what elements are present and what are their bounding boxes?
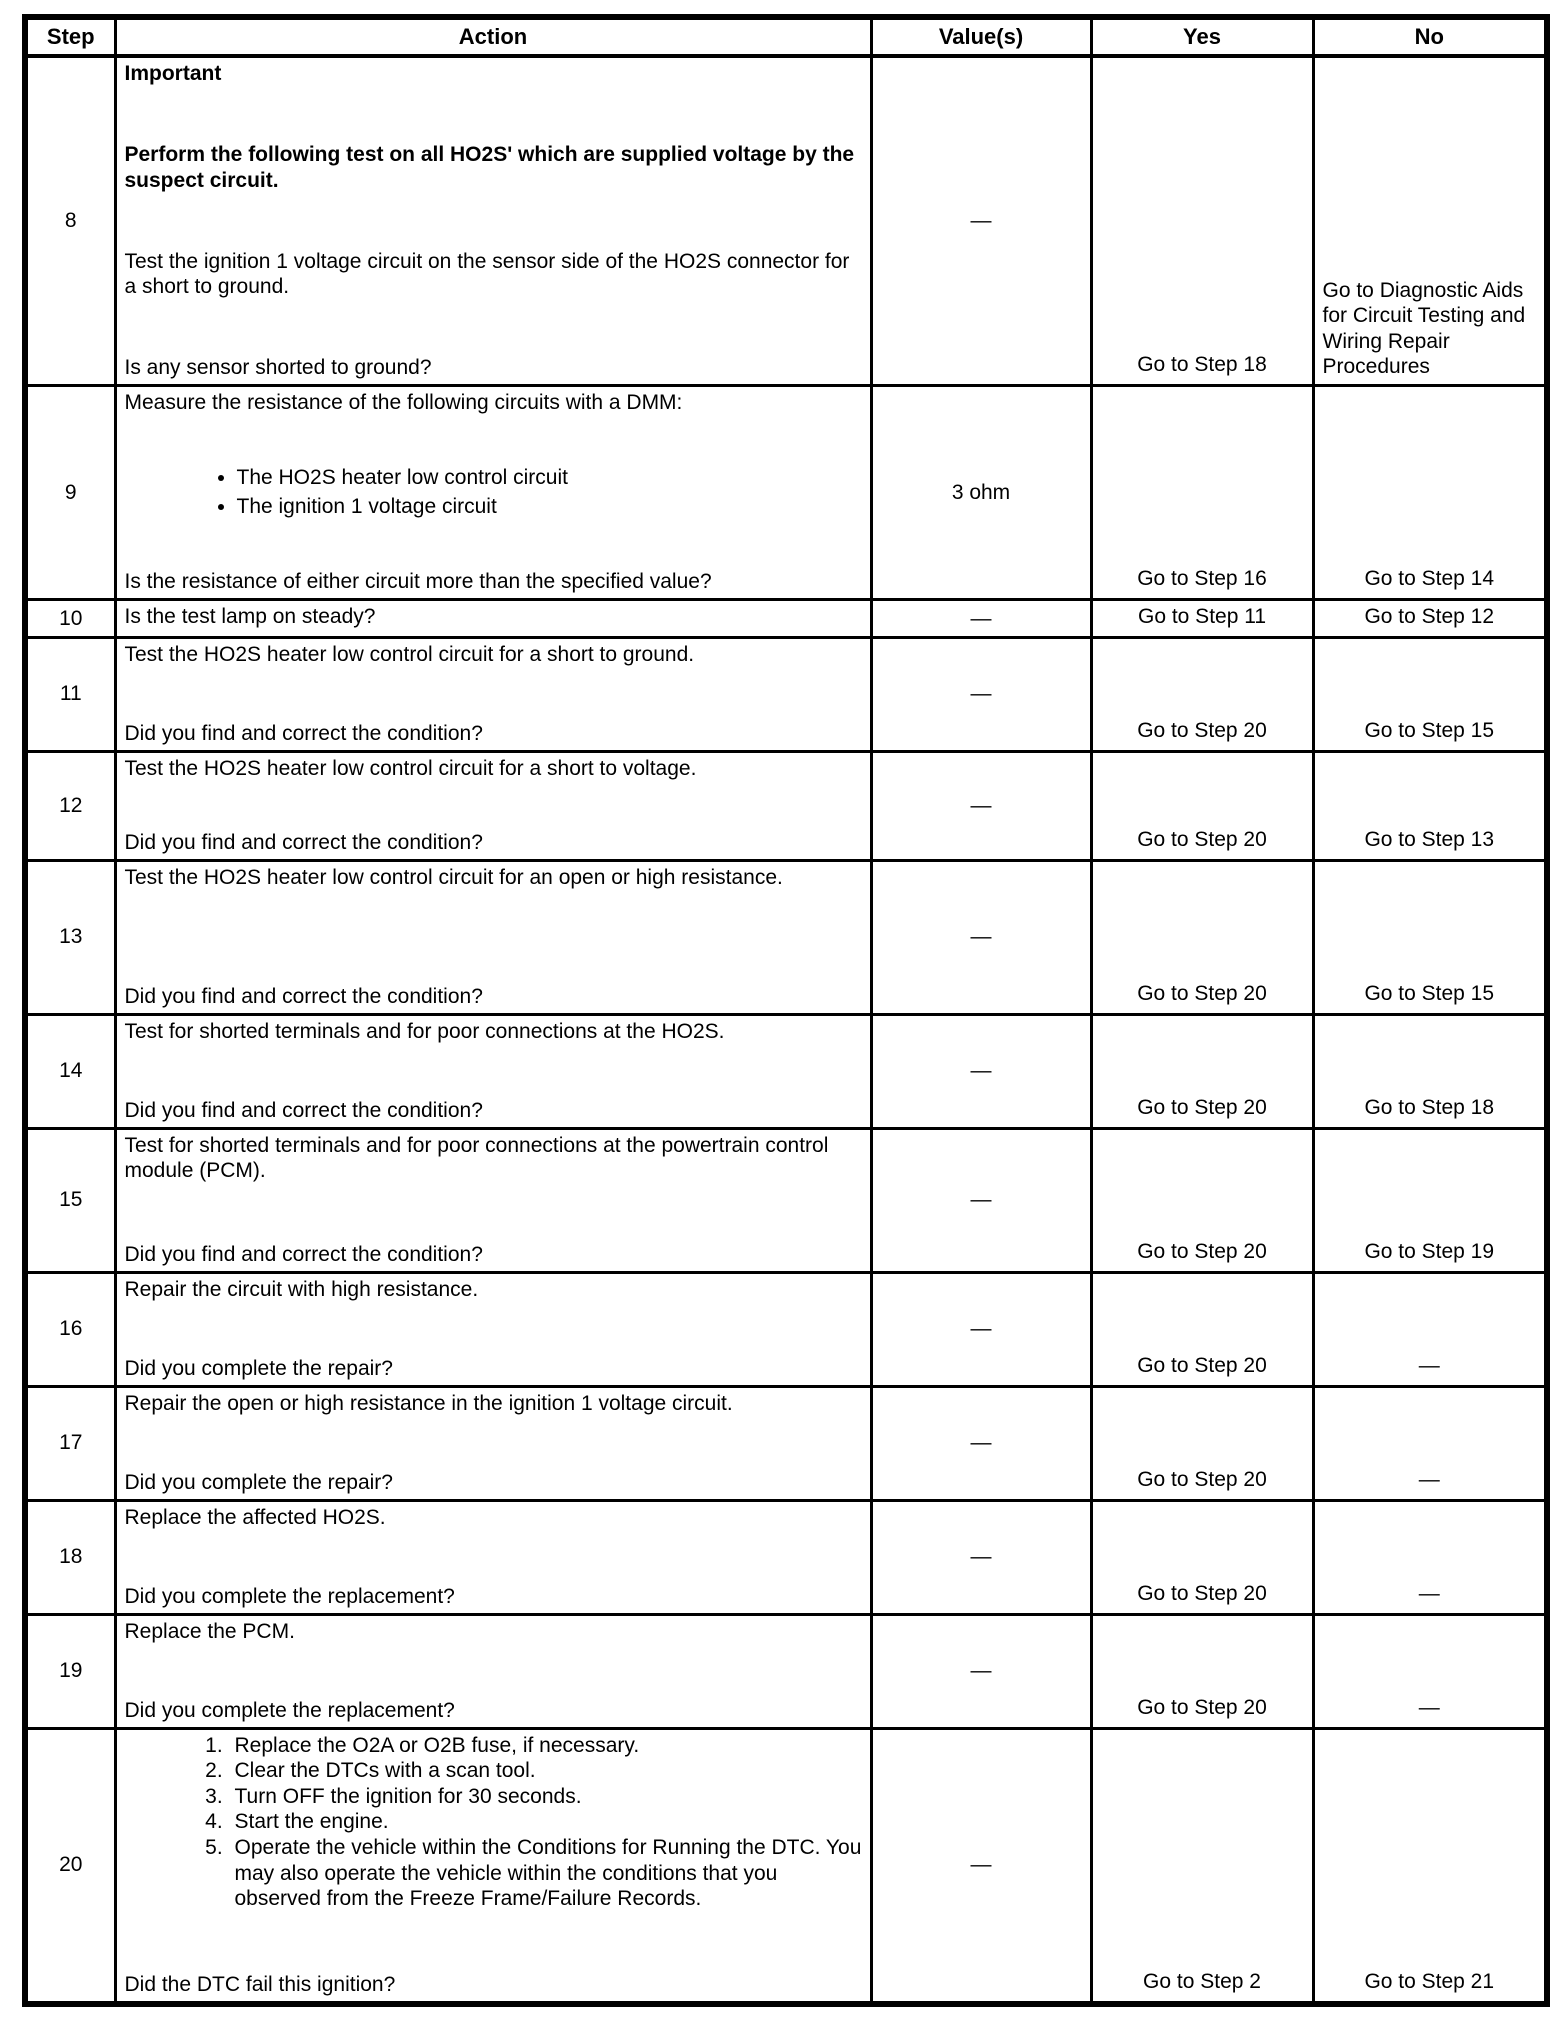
- no-cell: —: [1313, 1386, 1547, 1500]
- numbered-item: 5. Operate the vehicle within the Conditions for Running the DTC. You may also operate the vehicle within the conditions that you observed from the Freeze Frame/Failure Records.: [229, 1835, 862, 1912]
- action-text: Repair the open or high resistance in the ignition 1 voltage circuit.: [124, 1391, 733, 1415]
- header-cell-yes: Yes: [1091, 17, 1313, 56]
- step-number: 19: [25, 1614, 115, 1728]
- action-cell: [115, 1014, 871, 1128]
- step-number: 11: [25, 637, 115, 751]
- action-question: Did you find and correct the condition?: [124, 1243, 483, 1266]
- action-question: Is the test lamp on steady?: [124, 605, 376, 628]
- step-number: 17: [25, 1386, 115, 1500]
- action-cell: [115, 860, 871, 1014]
- yes-cell: Go to Step 11: [1091, 600, 1313, 638]
- action-content: [125, 1133, 862, 1268]
- action-content: [125, 1019, 862, 1124]
- no-cell: —: [1313, 1272, 1547, 1386]
- no-cell: Go to Step 18: [1313, 1014, 1547, 1128]
- action-cell: [115, 1614, 871, 1728]
- action-content: [125, 642, 862, 747]
- step-number: 13: [25, 860, 115, 1014]
- no-cell: Go to Step 15: [1313, 860, 1547, 1014]
- action-cell: [115, 637, 871, 751]
- action-question: Did you complete the repair?: [124, 1471, 393, 1494]
- header-cell-step: Step: [25, 17, 115, 56]
- yes-cell: Go to Step 20: [1091, 751, 1313, 860]
- numbered-item: 2. Clear the DTCs with a scan tool.: [229, 1758, 862, 1784]
- yes-cell: Go to Step 20: [1091, 860, 1313, 1014]
- no-cell: Go to Step 14: [1313, 386, 1547, 600]
- no-cell: Go to Step 15: [1313, 637, 1547, 751]
- action-text: Repair the circuit with high resistance.: [124, 1277, 479, 1301]
- table-row-step-10: [25, 600, 1547, 638]
- action-question: Did you complete the replacement?: [124, 1585, 455, 1608]
- yes-cell: Go to Step 20: [1091, 1386, 1313, 1500]
- value-cell: —: [871, 751, 1091, 860]
- action-bold-text: Perform the following test on all HO2S' which are supplied voltage by the suspect circuit.: [124, 143, 855, 192]
- no-cell: Go to Step 12: [1313, 600, 1547, 638]
- header-cell-values: Value(s): [871, 17, 1091, 56]
- action-content: [125, 1733, 862, 1998]
- no-cell: Go to Step 21: [1313, 1728, 1547, 2004]
- action-cell: [115, 1386, 871, 1500]
- action-question: Did you find and correct the condition?: [124, 1099, 483, 1122]
- action-content: [125, 1391, 862, 1496]
- value-cell: —: [871, 1500, 1091, 1614]
- numbered-item: 4. Start the engine.: [229, 1809, 862, 1835]
- table-row-step-19: [25, 1614, 1547, 1728]
- table-row-step-11: [25, 637, 1547, 751]
- yes-cell: Go to Step 20: [1091, 1128, 1313, 1272]
- step-number: 18: [25, 1500, 115, 1614]
- step-number: 15: [25, 1128, 115, 1272]
- value-cell: —: [871, 860, 1091, 1014]
- numbered-list: [125, 1733, 862, 1912]
- action-question: Did you find and correct the condition?: [124, 722, 483, 745]
- action-cell: [115, 1272, 871, 1386]
- action-text: Test the HO2S heater low control circuit for an open or high resistance.: [124, 865, 783, 889]
- step-number: 8: [25, 56, 115, 386]
- action-text: Replace the affected HO2S.: [124, 1505, 386, 1529]
- action-text: Test for shorted terminals and for poor connections at the HO2S.: [124, 1019, 725, 1043]
- action-question: Did you complete the repair?: [124, 1357, 393, 1380]
- step-number: 14: [25, 1014, 115, 1128]
- step-number: 20: [25, 1728, 115, 2004]
- value-cell: —: [871, 1386, 1091, 1500]
- action-content: [125, 390, 862, 595]
- step-number: 10: [25, 600, 115, 638]
- table-row-step-12: [25, 751, 1547, 860]
- value-cell: —: [871, 1728, 1091, 2004]
- action-text: Measure the resistance of the following circuits with a DMM:: [124, 391, 683, 414]
- action-question: Is the resistance of either circuit more than the specified value?: [124, 570, 712, 594]
- value-cell: —: [871, 1014, 1091, 1128]
- action-question: Is any sensor shorted to ground?: [124, 356, 432, 380]
- numbered-item: 3. Turn OFF the ignition for 30 seconds.: [229, 1784, 862, 1810]
- yes-cell: Go to Step 20: [1091, 1014, 1313, 1128]
- action-content: [125, 1505, 862, 1610]
- table-row-step-20: [25, 1728, 1547, 2004]
- step-number: 16: [25, 1272, 115, 1386]
- action-cell: [115, 751, 871, 860]
- value-cell: —: [871, 600, 1091, 638]
- action-text: Test the HO2S heater low control circuit for a short to ground.: [124, 642, 695, 666]
- yes-cell: Go to Step 20: [1091, 1614, 1313, 1728]
- diagnostic-table: [22, 14, 1550, 2007]
- table-row-step-14: [25, 1014, 1547, 1128]
- value-cell: —: [871, 1128, 1091, 1272]
- table-row-step-18: [25, 1500, 1547, 1614]
- no-cell: —: [1313, 1500, 1547, 1614]
- action-question: Did you find and correct the condition?: [124, 831, 483, 854]
- table-row-step-15: [25, 1128, 1547, 1272]
- yes-cell: Go to Step 2: [1091, 1728, 1313, 2004]
- numbered-item: 1. Replace the O2A or O2B fuse, if necessary.: [229, 1733, 862, 1759]
- no-cell: Go to Step 19: [1313, 1128, 1547, 1272]
- action-content: [125, 61, 862, 381]
- action-cell: [115, 600, 871, 638]
- action-content: [125, 1277, 862, 1382]
- table-row-step-16: [25, 1272, 1547, 1386]
- bullet-item: • The ignition 1 voltage circuit: [237, 494, 862, 520]
- action-cell: [115, 1500, 871, 1614]
- action-content: [125, 756, 862, 856]
- action-question: Did you complete the replacement?: [124, 1699, 455, 1722]
- action-important-label: Important: [124, 62, 222, 85]
- step-number: 12: [25, 751, 115, 860]
- yes-cell: Go to Step 20: [1091, 1272, 1313, 1386]
- table-row-step-17: [25, 1386, 1547, 1500]
- no-cell: —: [1313, 1614, 1547, 1728]
- action-cell: [115, 386, 871, 600]
- header-row: [25, 17, 1547, 56]
- yes-cell: Go to Step 16: [1091, 386, 1313, 600]
- step-number: 9: [25, 386, 115, 600]
- yes-cell: Go to Step 20: [1091, 1500, 1313, 1614]
- action-text: Test the HO2S heater low control circuit for a short to voltage.: [124, 756, 697, 780]
- value-cell: —: [871, 1614, 1091, 1728]
- value-cell: —: [871, 56, 1091, 386]
- value-cell: —: [871, 637, 1091, 751]
- bullet-item: • The HO2S heater low control circuit: [237, 465, 862, 491]
- action-content: [125, 1619, 862, 1724]
- header-cell-no: No: [1313, 17, 1547, 56]
- table-row-step-9: [25, 386, 1547, 600]
- action-text: Test for shorted terminals and for poor connections at the powertrain control module (PCM).: [124, 1133, 829, 1183]
- action-question: Did you find and correct the condition?: [124, 985, 483, 1008]
- no-cell: Go to Step 13: [1313, 751, 1547, 860]
- action-text: Replace the PCM.: [124, 1619, 295, 1643]
- table-row-step-8: [25, 56, 1547, 386]
- action-text: Test the ignition 1 voltage circuit on the sensor side of the HO2S connector for a short to ground.: [124, 249, 850, 299]
- value-cell: —: [871, 1272, 1091, 1386]
- action-cell: [115, 1128, 871, 1272]
- value-cell: 3 ohm: [871, 386, 1091, 600]
- action-question: Did the DTC fail this ignition?: [124, 1973, 396, 1996]
- yes-cell: Go to Step 20: [1091, 637, 1313, 751]
- no-cell: Go to Diagnostic Aids for Circuit Testing and Wiring Repair Procedures: [1313, 56, 1547, 386]
- yes-cell: Go to Step 18: [1091, 56, 1313, 386]
- table-row-step-13: [25, 860, 1547, 1014]
- action-cell: [115, 56, 871, 386]
- action-content: [125, 865, 862, 1010]
- action-cell: [115, 1728, 871, 2004]
- bullet-list: [125, 462, 862, 522]
- header-cell-action: Action: [115, 17, 871, 56]
